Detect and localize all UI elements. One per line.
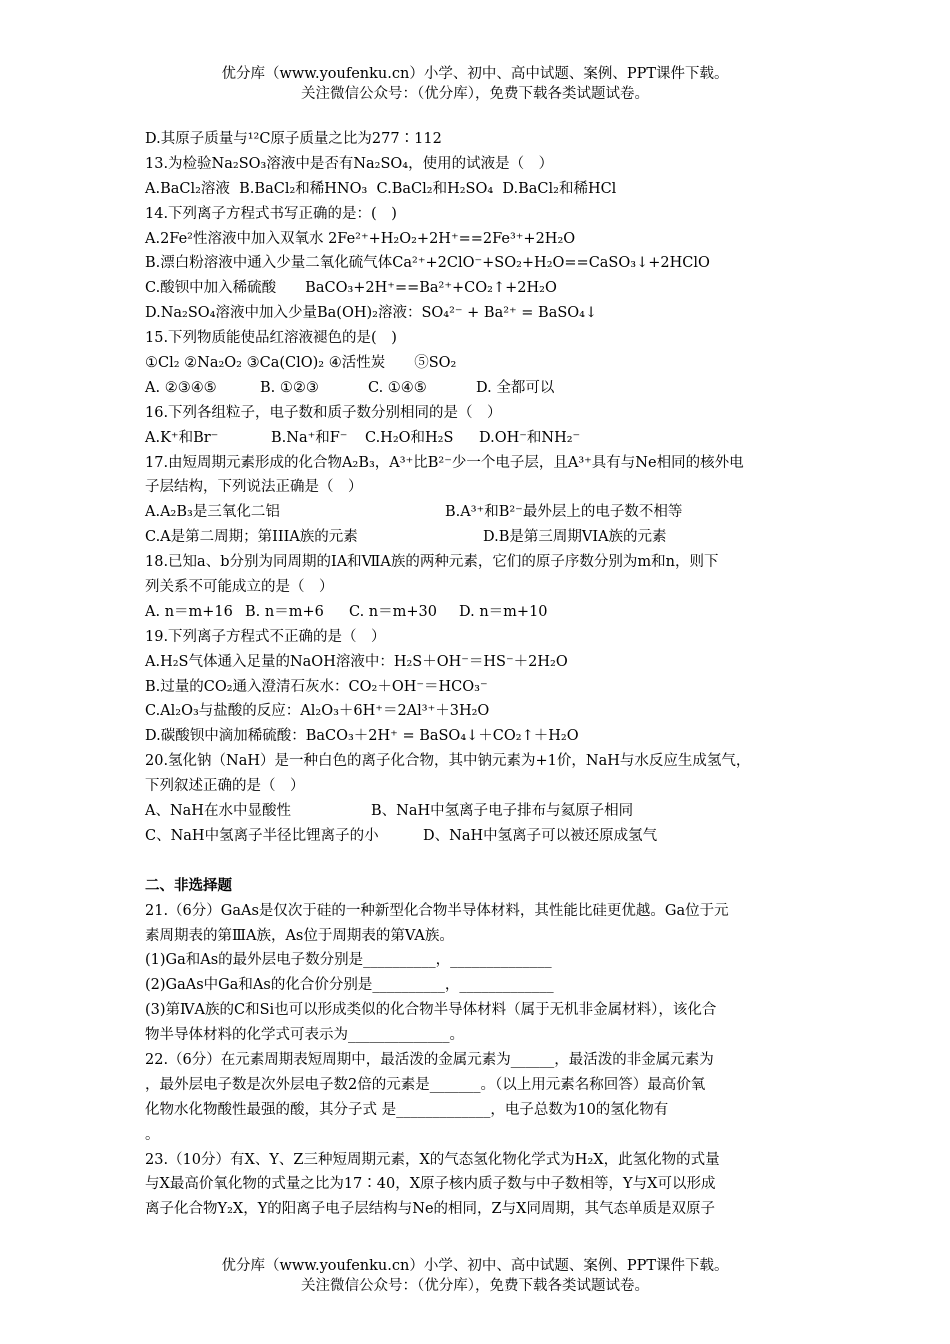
- q20-option-c: C、NaH中氢离子半径比锂离子的小: [145, 827, 379, 844]
- q14-option-a: A.2Fe²性溶液中加入双氧水 2Fe²⁺+H₂O₂+2H⁺==2Fe³⁺+2H₂O: [145, 230, 576, 247]
- spacer: [145, 849, 815, 874]
- q19-option-c: C.Al₂O₃与盐酸的反应：Al₂O₃＋6H⁺＝2Al³⁺＋3H₂O: [145, 703, 490, 720]
- q16-option-c: C.H₂O和H₂S: [365, 429, 454, 446]
- q14-option-d: D.Na₂SO₄溶液中加入少量Ba(OH)₂溶液：SO₄²⁻ + Ba²⁺ = BaSO₄↓: [145, 305, 598, 322]
- q20-stem-line-2: 下列叙述正确的是（ ）: [145, 778, 305, 795]
- q14-stem: 14.下列离子方程式书写正确的是：( ): [145, 205, 397, 222]
- footer-line-1: 优分库（www.youfenku.cn）小学、初中、高中试题、案例、PPT课件下载。: [221, 1258, 729, 1274]
- header-line-2: 关注微信公众号：（优分库），免费下载各类试题试卷。: [301, 86, 649, 102]
- header-line-1: 优分库（www.youfenku.cn）小学、初中、高中试题、案例、PPT课件下载。: [221, 66, 729, 82]
- q13-option-b: B.BaCl₂和稀HNO₃: [239, 180, 368, 197]
- q18-option-c: C. n＝m+30: [349, 603, 437, 620]
- section-title: 二、非选择题: [145, 876, 232, 894]
- q15-option-a: A. ②③④⑤: [145, 379, 217, 396]
- q17-options-ab: [145, 500, 815, 525]
- q13-option-a: A.BaCl₂溶液: [145, 180, 230, 197]
- page-footer: [0, 1256, 950, 1296]
- q17-option-c: C.A是第二周期；第IIIA族的元素: [145, 529, 358, 546]
- q19-option-a: A.H₂S气体通入足量的NaOH溶液中：H₂S＋OH⁻＝HS⁻＋2H₂O: [145, 653, 568, 670]
- q16-options: [145, 426, 815, 451]
- q14-option-b: B.漂白粉溶液中通入少量二氧化硫气体Ca²⁺+2ClO⁻+SO₂+H₂O==CaSO₃↓+2HClO: [145, 255, 710, 272]
- q17-stem-line-1: 17.由短周期元素形成的化合物A₂B₃，A³⁺比B²⁻少一个电子层，且A³⁺具有与Ne相同的核外电: [145, 454, 744, 471]
- q18-option-d: D. n＝m+10: [459, 603, 548, 620]
- q15-items: ①Cl₂ ②Na₂O₂ ③Ca(ClO)₂ ④活性炭 ⑤SO₂: [145, 355, 457, 372]
- q18-option-b: B. n＝m+6: [245, 603, 324, 620]
- q23-line-1: 23.（10分）有X、Y、Z三种短周期元素，X的气态氢化物化学式为H₂X，此氢化物的式量: [145, 1151, 720, 1168]
- q21-part-1: (1)Ga和As的最外层电子数分别是__________，______________: [145, 952, 552, 969]
- q15-option-c: C. ①④⑤: [368, 379, 427, 396]
- q20-option-b: B、NaH中氢离子电子排布与氦原子相同: [371, 803, 634, 820]
- q17-options-cd: [145, 525, 815, 550]
- q19-option-d: D.碳酸钡中滴加稀硫酸：BaCO₃＋2H⁺ = BaSO₄↓＋CO₂↑＋H₂O: [145, 728, 579, 745]
- q19-stem: 19.下列离子方程式不正确的是（ ）: [145, 628, 386, 645]
- q20-stem-line-1: 20.氢化钠（NaH）是一种白色的离子化合物，其中钠元素为+1价，NaH与水反应生成氢气，: [145, 753, 751, 770]
- q16-option-d: D.OH⁻和NH₂⁻: [479, 429, 581, 446]
- q17-stem-line-2: 子层结构，下列说法正确是（ ）: [145, 479, 363, 496]
- q17-option-b: B.A³⁺和B²⁻最外层上的电子数不相等: [445, 504, 683, 521]
- q15-option-d: D. 全都可以: [476, 379, 555, 396]
- q13-option-d: D.BaCl₂和稀HCl: [502, 180, 617, 197]
- q22-line-1: 22.（6分）在元素周期表短周期中，最活泼的金属元素为______，最活泼的非金属元素为: [145, 1051, 714, 1068]
- q21-part-2: (2)GaAs中Ga和As的化合价分别是__________，_____________: [145, 977, 554, 994]
- q12-option-d: D.其原子质量与¹²C原子质量之比为277∶112: [145, 131, 442, 147]
- q17-option-a: A.A₂B₃是三氧化二铝: [145, 504, 280, 521]
- q13-option-c: C.BaCl₂和H₂SO₄: [376, 180, 494, 197]
- q20-options-cd: [145, 824, 815, 849]
- q14-option-c: C.酸钡中加入稀硫酸 BaCO₃+2H⁺==Ba²⁺+CO₂↑+2H₂O: [145, 280, 557, 297]
- q18-stem-line-2: 列关系不可能成立的是（ ）: [145, 579, 334, 596]
- q16-option-a: A.K⁺和Br⁻: [145, 429, 219, 446]
- document-body: [145, 127, 815, 1222]
- q13-stem: 13.为检验Na₂SO₃溶液中是否有Na₂SO₄，使用的试液是（ ）: [145, 155, 554, 172]
- q20-option-d: D、NaH中氢离子可以被还原成氢气: [423, 827, 658, 844]
- q17-option-d: D.B是第三周期VIA族的元素: [483, 529, 667, 546]
- q23-line-2: 与X最高价氧化物的式量之比为17∶40，X原子核内质子数与中子数相等，Y与X可以形成: [145, 1176, 716, 1193]
- q21-stem-line-2: 素周期表的第ⅢA族，As位于周期表的第VA族。: [145, 927, 454, 944]
- page-header: [0, 64, 950, 104]
- footer-line-2: 关注微信公众号：（优分库），免费下载各类试题试卷。: [301, 1278, 649, 1294]
- q18-stem-line-1: 18.已知a、b分别为同周期的ⅠA和ⅦA族的两种元素，它们的原子序数分别为m和n，则下: [145, 554, 719, 571]
- q21-stem-line-1: 21.（6分）GaAs是仅次于硅的一种新型化合物半导体材料，其性能比硅更优越。Ga位于元: [145, 902, 729, 919]
- q22-line-3: 化物水化物酸性最强的酸，其分子式 是_____________，电子总数为10的氢化物有: [145, 1101, 669, 1118]
- q20-option-a: A、NaH在水中显酸性: [145, 803, 291, 820]
- q21-part-3-line-2: 物半导体材料的化学式可表示为______________。: [145, 1027, 464, 1044]
- q20-options-ab: [145, 799, 815, 824]
- q18-options: [145, 600, 815, 625]
- q23-line-3: 离子化合物Y₂X，Y的阳离子电子层结构与Ne的相同，Z与X同周期，其气态单质是双原子: [145, 1201, 715, 1218]
- q16-option-b: B.Na⁺和F⁻: [271, 429, 348, 446]
- q15-stem: 15.下列物质能使品红溶液褪色的是( ): [145, 330, 397, 347]
- q13-options: [145, 177, 815, 202]
- q15-option-b: B. ①②③: [260, 379, 319, 396]
- q21-part-3-line-1: (3)第ⅣA族的C和Si也可以形成类似的化合物半导体材料（属于无机非金属材料），该化合: [145, 1002, 717, 1019]
- q22-line-4: 。: [145, 1126, 160, 1143]
- q18-option-a: A. n＝m+16: [145, 603, 233, 620]
- q15-options: [145, 376, 815, 401]
- q22-line-2: ，最外层电子数是次外层电子数2倍的元素是_______。（以上用元素名称回答）最高价氧: [145, 1076, 706, 1093]
- q16-stem: 16.下列各组粒子，电子数和质子数分别相同的是（ ）: [145, 404, 502, 421]
- q19-option-b: B.过量的CO₂通入澄清石灰水：CO₂＋OH⁻＝HCO₃⁻: [145, 678, 488, 695]
